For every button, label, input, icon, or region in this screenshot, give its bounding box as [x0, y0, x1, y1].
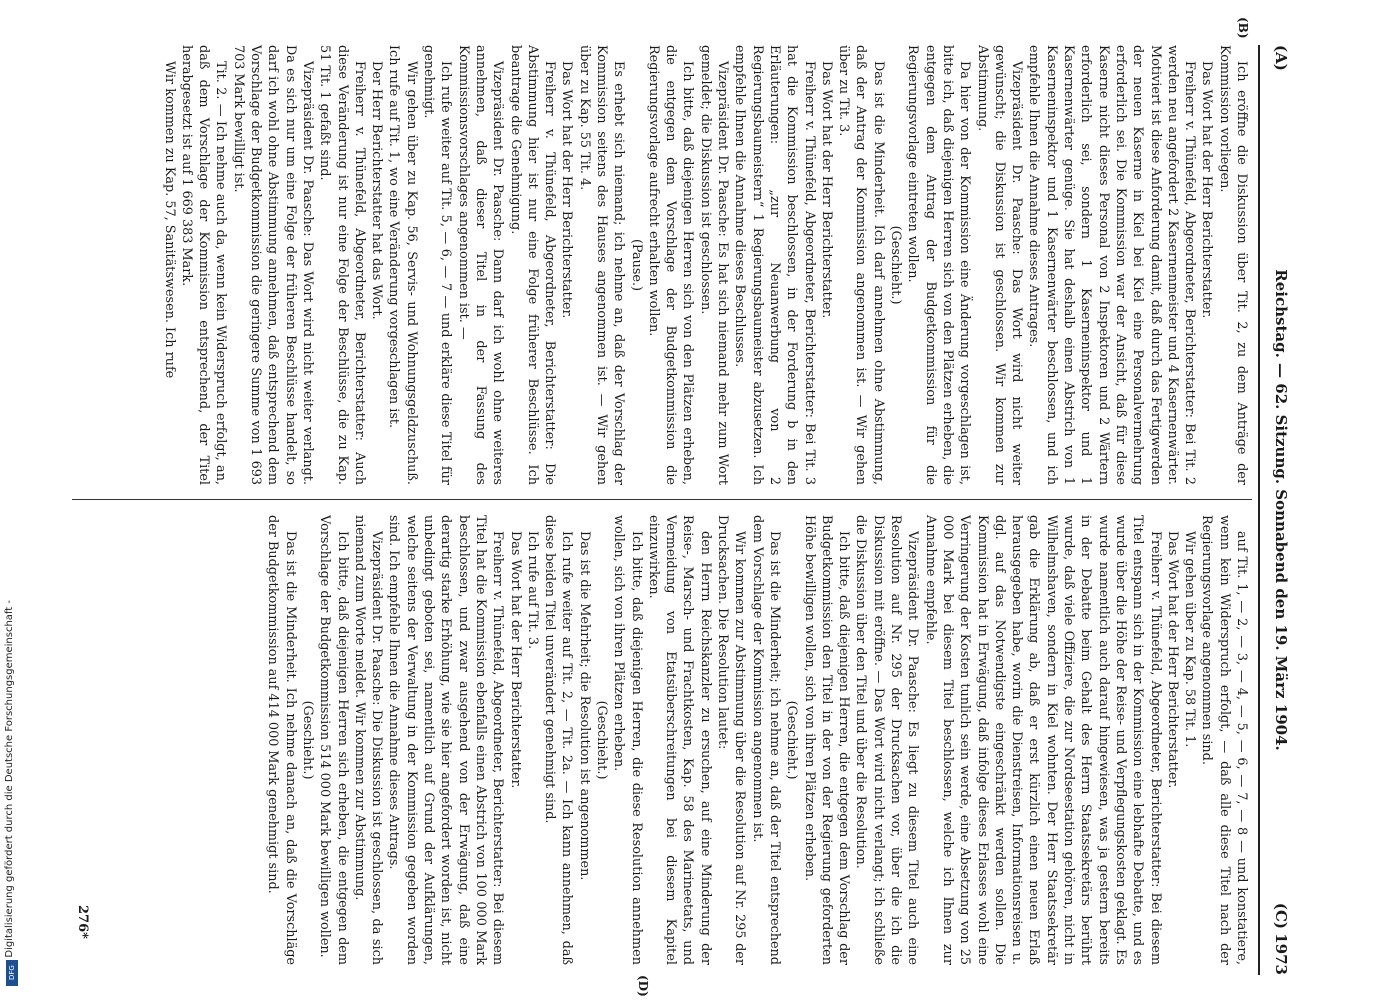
- left-column-paragraph: Das ist die Minderheit. Ich darf annehmen ohne Abstimmung, daß der Antrag der Kommission angenommen ist. — Wir gehen über zu Tit. 3.: [836, 45, 886, 485]
- left-text-column: [70, 45, 1250, 485]
- margin-marker-a: (A): [1272, 45, 1290, 71]
- left-column-paragraph: Tit. 2. — Ich nehme auch da, wenn kein Widerspruch erfolgt, an, daß dem Vorschlage der Kommission entsprechend, der Titel herabgesetzt ist auf 1 669 383 Mark.: [178, 45, 229, 485]
- right-column-paragraph: Ich bitte, daß diejenigen Herren, die diese Resolution annehmen wollen, sich von ihren Plätzen erheben.: [611, 515, 644, 965]
- left-column-paragraph: Ich bitte, daß diejenigen Herren sich von den Plätzen erheben, die entgegen dem Vorschlage der Budgetkommission die Regierungsvorlage aufrecht erhalten wollen.: [645, 45, 696, 485]
- left-column-paragraph: Der Herr Berichterstatter hat das Wort.: [369, 61, 385, 320]
- left-column-paragraph: Da hier von der Kommission eine Änderung vorgeschlagen ist, bitte ich, daß diejenigen Herren sich von den Plätzen erheben, die entgegen dem Antrag der Budgetkommission für die Regierungsvorlage eintreten wollen.: [905, 45, 973, 485]
- right-column-paragraph: Das ist die Minderheit; ich nehme an, daß der Titel entsprechend dem Vorschlage der Kommission angenommen ist.: [749, 515, 782, 965]
- right-column-paragraph: Ich rufe weiter auf Tit. 2, — Tit. 2a. — Ich kann annehmen, daß diese beiden Titel unverändert genehmigt sind.: [542, 515, 575, 965]
- left-column-paragraph: Freiherr v. Thünefeld, Abgeordneter, Berichterstatter: Bei Tit. 3 hat die Kommission beschlossen, in der Forderung b in den Erläuterungen: „zur Neuanwerbung von 2 Regierungsbaumeistern“ 1 Regierungsbaumeister abzusetzen. Ich empfehle Ihnen die Annahme dieses Beschlusses.: [732, 45, 817, 485]
- page-number: 1973: [1272, 933, 1290, 975]
- left-column-paragraph: Das Wort hat der Herr Berichterstatter.: [818, 61, 834, 319]
- right-column-paragraph: auf Tit. 1, — 2, — 3, — 4, — 5, — 6, — 7, — 8 — und konstatiere, wenn kein Widerspruch erfolgt, — daß alle diese Titel nach der Regierungsvorlage angenommen sind.: [1199, 515, 1249, 965]
- left-column-paragraph: (Geschieht.): [888, 225, 904, 305]
- left-column-paragraph: Wir kommen zu Kap. 57, Sanitätswesen. Ich rufe: [161, 61, 177, 379]
- left-column-paragraph: Freiherr v. Thünefeld, Abgeordneter, Berichterstatter: Die Abstimmung hier ist nur eine Folge früherer Beschlüsse. Ich beantrage die Genehmigung.: [507, 45, 558, 485]
- right-text-column: [70, 515, 1250, 965]
- dfg-logo: DFG: [6, 960, 18, 986]
- footer-credit: Digitalisierung gefördert durch die Deutsche Forschungsgemeinschaft -: [4, 600, 15, 958]
- left-column-paragraph: Vizepräsident Dr. Paasche: Dann darf ich wohl ohne weiteres annehmen, daß dieser Titel in der Fassung des Kommissionsvorschlages angenommen ist. —: [455, 45, 506, 485]
- left-column-paragraph: Freiherr v. Thünefeld, Abgeordneter, Berichterstatter: Auch diese Veränderung ist nur eine Folge der Beschlüsse, die zu Kap. 51 Tit. 1 gefaßt sind.: [317, 45, 367, 485]
- margin-marker-c: (C): [1272, 902, 1290, 929]
- right-column-paragraph: Das Wort hat der Herr Berichterstatter.: [507, 531, 523, 789]
- right-column-paragraph: Freiherr v. Thünefeld, Abgeordneter, Berichterstatter: Bei diesem Titel hat die Kommission ebenfalls einen Abstrich von 100 000 Mark beschlossen, und zwar ausgehend von der Erwägung, daß eine derartig starke Erhöhung, wie sie hier angefordert worden ist, nicht unbedingt geboten sei, namentlich auf Grund der Aufklärungen, welche seitens der Verwaltung in der Kommission gegeben worden sind. Ich empfehle Ihnen die Annahme dieses Antrags.: [386, 515, 506, 965]
- right-column-paragraph: Ich bitte, daß diejenigen Herren sich erheben, die entgegen dem Vorschlage der Budgetkommission 514 000 Mark bewilligen wollen.: [317, 515, 350, 965]
- left-column-paragraph: Es erhebt sich niemand; ich nehme an, daß der Vorschlag der Kommission seitens des Hauses angenommen ist. — Wir gehen über zu Kap. 55 Tit. 4.: [576, 45, 627, 485]
- bottom-page-number: 276*: [75, 905, 90, 939]
- digitization-footer: [4, 600, 20, 990]
- right-column-paragraph: Das ist die Mehrheit; die Resolution ist angenommen.: [576, 531, 592, 881]
- left-column-paragraph: (Pause.): [628, 238, 644, 292]
- left-column-paragraph: Ich rufe weiter auf Tit. 5, — 6, — 7 — und erkläre diese Titel für genehmigt.: [421, 45, 454, 485]
- left-column-paragraph: Freiherr v. Thünefeld, Abgeordneter, Berichterstatter: Bei Tit. 2 werden neu angefordert 2 Kasernenmeister und 4 Kasernenwärter. Motiviert ist diese Anforderung damit, daß durch das Fertigwerden der neuen Kaserne in Kiel bei Kiel eine Personalvermehrung erforderlich sei. Die Kommission war der Ansicht, daß für diese Kaserne nicht dieses Personal von 2 Inspektoren und 2 Wärtern erforderlich sei, sondern 1 Kaserneninspektor und 1 Kasernenwärter genüge. Sie hat deshalb einen Abstrich von 1 Kaserneninspektor und 1 Kasernenwärter beschlossen, und ich empfehle Ihnen die Annahme dieses Antrages.: [1026, 45, 1198, 485]
- right-column-paragraph: Wir kommen zur Abstimmung über die Resolution auf Nr. 295 der Drucksachen. Die Resolution lautet:: [715, 515, 748, 965]
- left-column-paragraph: Das Wort hat der Herr Berichterstatter.: [1199, 61, 1215, 319]
- right-column-paragraph: den Herrn Reichskanzler zu ersuchen, auf eine Minderung der Reise-, Marsch- und Frachtkosten, Kap. 58 des Marineetats, und Vermeidung von Etatsüberschreitungen bei diesem Kapitel einzuwirken.: [645, 515, 713, 965]
- right-column-paragraph: Ich bitte, daß diejenigen Herren, die entgegen dem Vorschlag der Budgetkommission den Titel in der von der Regierung geforderten Höhe bewilligen wollen, sich von ihren Plätzen erheben.: [801, 515, 852, 965]
- column-divider: [72, 499, 1252, 500]
- right-column-paragraph: (Geschieht.): [299, 700, 315, 780]
- left-column-paragraph: Wir gehen über zu Kap. 56, Servis- und Wohnungsgeldzuschuß. Ich rufe auf Tit. 1, wo eine Veränderung vorgeschlagen ist.: [386, 45, 419, 485]
- margin-marker-b: (B): [1236, 17, 1250, 39]
- right-column-paragraph: (Geschieht.): [594, 700, 610, 780]
- left-column-paragraph: Vizepräsident Dr. Paasche: Das Wort wird nicht weiter gewünscht; die Diskussion ist geschlossen. Wir kommen zur Abstimmung.: [974, 45, 1025, 485]
- left-column-paragraph: Ich eröffne die Diskussion über Tit. 2, zu dem Anträge der Kommission vorliegen.: [1216, 45, 1249, 485]
- left-column-paragraph: Das Wort hat der Herr Berichterstatter.: [559, 61, 575, 319]
- right-column-paragraph: Ich rufe auf Tit. 3.: [524, 531, 540, 650]
- right-column-paragraph: (Geschieht.): [784, 700, 800, 780]
- right-column-paragraph: Das Wort hat der Herr Berichterstatter.: [1164, 531, 1180, 789]
- header-rule: [1258, 45, 1260, 975]
- right-column-paragraph: Vizepräsident Dr. Paasche: Es liegt zu diesem Titel auch eine Resolution auf Nr. 295 der Drucksachen vor, über die ich die Diskussion mit eröffne. — Das Wort wird nicht verlangt; ich schließe die Diskussion über den Titel und über die Resolution.: [853, 515, 921, 965]
- left-column-paragraph: Vizepräsident Dr. Paasche: Es hat sich niemand mehr zum Wort gemeldet; die Diskussion ist geschlossen.: [697, 45, 731, 485]
- right-column-paragraph: Wir gehen über zu Kap. 58 Tit. 1.: [1182, 531, 1198, 748]
- left-column-paragraph: Vizepräsident Dr. Paasche: Das Wort wird nicht weiter verlangt. Da es sich nur um eine Folge der früheren Beschlüsse handelt, so darf ich wohl ohne Abstimmung annehmen, daß entsprechend dem Vorschlage der Budgetkommission die geringere Summe von 1 693 703 Mark bewilligt ist.: [230, 45, 315, 485]
- rotated-page: [70, 17, 1290, 997]
- right-column-paragraph: Vizepräsident Dr. Paasche: Die Diskussion ist geschlossen, da sich niemand zum Worte meldet. Wir kommen zur Abstimmung.: [351, 515, 385, 965]
- margin-marker-d: (D): [636, 975, 650, 997]
- right-column-paragraph: Das ist die Minderheit. Ich nehme danach an, daß die Vorschläge der Budgetkommission auf 414 000 Mark genehmigt sind.: [265, 515, 298, 965]
- right-column-paragraph: Freiherr v. Thünefeld, Abgeordneter, Berichterstatter: Bei diesem Titel entspann sich in der Kommission eine lebhafte Debatte, und es wurde über die Höhe der Reise- und Verpflegungskosten geklagt. Es wurde namentlich auch darauf hingewiesen, was ja gestern bereits in der Debatte beim Gehalt des Herrn Staatssekretärs berührt wurde, daß viele Offiziere, die zur Nordseestation gehören, nicht in Wilhelmshaven, sondern in Kiel wohnten. Der Herr Staatssekretär gab die Erklärung ab, daß er erst kürzlich einen neuen Erlaß herausgegeben habe, worin die Dienstreisen, Informationsreisen u. dgl. auf das Notwendigste eingeschränkt werden sollen. Die Kommission hat in Erwägung, daß infolge dieses Erlasses wohl eine Verringerung der Kosten tunlich sein werde, eine Absetzung von 25 000 Mark bei diesem Titel beschlossen, welche ich Ihnen zur Annahme empfehle.: [922, 515, 1163, 965]
- page-title: Reichstag. — 62. Sitzung. Sonnabend den 19. März 1904.: [1272, 269, 1290, 751]
- page-header: [1266, 45, 1290, 975]
